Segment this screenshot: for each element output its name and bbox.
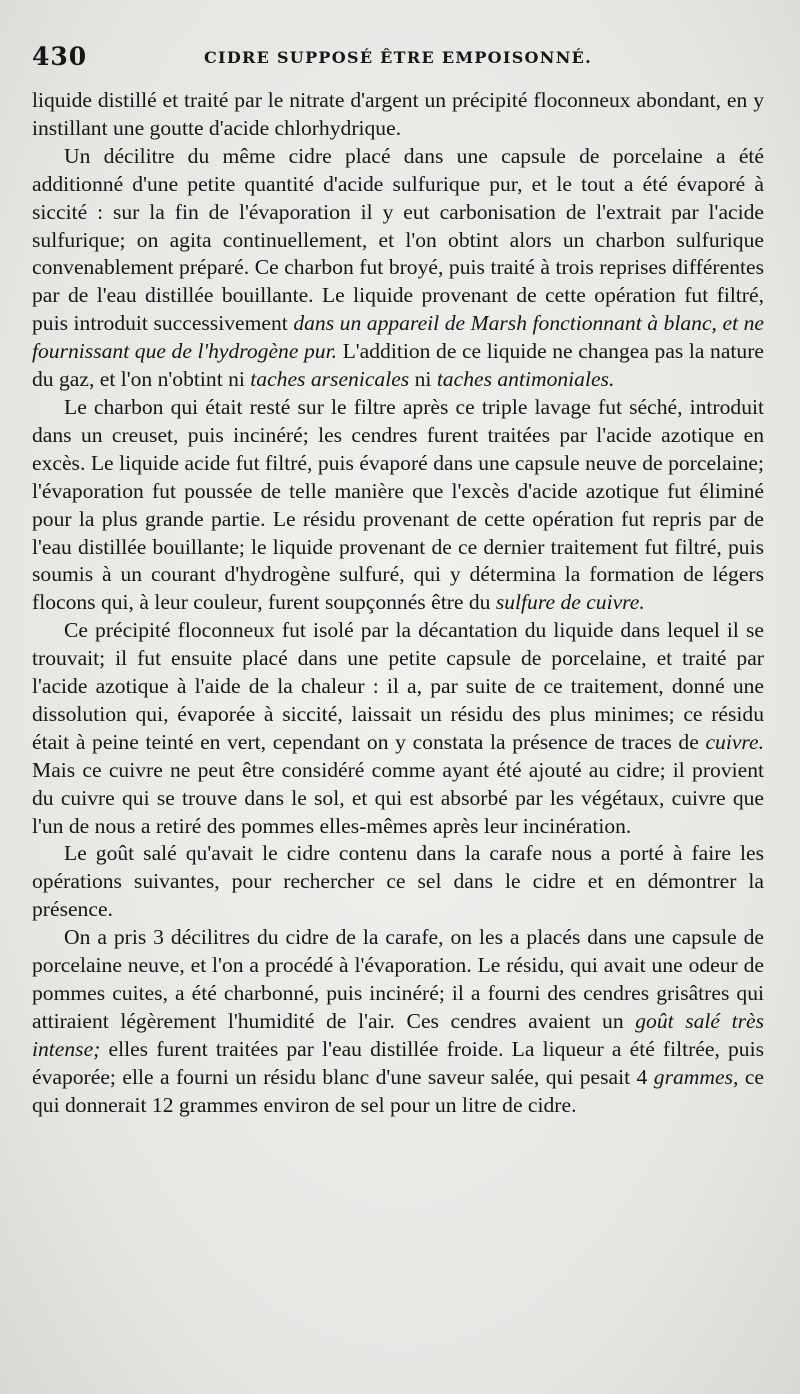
text-segment: L'addition de ce liquide ne changea pas la nature du gaz, et l'on n'obtint ni bbox=[32, 339, 764, 392]
italic-segment: goût salé très intense; bbox=[32, 1008, 764, 1061]
text-segment: ni bbox=[409, 367, 437, 392]
paragraph-2 bbox=[32, 143, 764, 394]
body-text bbox=[32, 87, 764, 1120]
italic-segment: cuivre. bbox=[705, 729, 764, 754]
paragraph-3 bbox=[32, 394, 764, 617]
italic-segment: dans un appareil de Marsh fonctionnant à blanc, et ne fournissant que de l'hydrogène pur. bbox=[32, 311, 764, 364]
text-segment: ce qui donnerait 12 grammes environ de sel pour un litre de cidre. bbox=[32, 1064, 764, 1117]
italic-segment: grammes, bbox=[653, 1064, 739, 1089]
paragraph-6 bbox=[32, 924, 764, 1119]
text-segment: Ce précipité floconneux fut isolé par la décantation du liquide dans lequel il se trouvait; il fut ensuite placé dans une petite capsule de porcelaine, et traité par l'acide azotique à l'aide de la chaleur : il a, par suite de ce traitement, donné une dissolution qui, évaporée à siccité, laissait un résidu des plus minimes; ce résidu était à peine teinté en vert, cependant on y constata la présence de traces de bbox=[32, 618, 764, 754]
text-segment: Un décilitre du même cidre placé dans une capsule de porcelaine a été additionné d'une petite quantité d'acide sulfurique pur, et le tout a été évaporé à siccité : sur la fin de l'évaporation il y eut carbonisation de l'extrait par l'acide sulfurique; on agita continuellement, et l'on obtint alors un charbon sulfurique convenablement préparé. Ce charbon fut broyé, puis traité à trois reprises différentes par de l'eau distillée bouillante. Le liquide provenant de cette opération fut filtré, puis introduit successivement bbox=[32, 143, 764, 336]
paragraph-1 bbox=[32, 87, 764, 143]
paragraph-5 bbox=[32, 840, 764, 924]
italic-segment: taches arsenicales bbox=[250, 367, 410, 392]
italic-segment: sulfure de cuivre. bbox=[495, 590, 645, 615]
page-number: 430 bbox=[32, 42, 88, 71]
paragraph-4 bbox=[32, 617, 764, 840]
text-segment: Mais ce cuivre ne peut être considéré comme ayant été ajouté au cidre; il provient du cuivre qui se trouve dans le sol, et qui est absorbé par les végétaux, cuivre que l'un de nous a retiré des pommes elles-mêmes après leur incinération. bbox=[32, 757, 764, 838]
text-segment: elles furent traitées par l'eau distillée froide. La liqueur a été filtrée, puis évaporée; elle a fourni un résidu blanc d'une saveur salée, qui pesait 4 bbox=[32, 1036, 764, 1089]
italic-segment: taches antimoniales. bbox=[436, 367, 615, 392]
page-header bbox=[32, 42, 772, 76]
text-segment: liquide distillé et traité par le nitrate d'argent un précipité floconneux abondant, en y instillant une goutte d'acide chlorhydrique. bbox=[32, 88, 764, 140]
text-segment: Le goût salé qu'avait le cidre contenu dans la carafe nous a porté à faire les opérations suivantes, pour rechercher ce sel dans le cidre et en démontrer la présence. bbox=[32, 841, 764, 922]
text-segment: On a pris 3 décilitres du cidre de la carafe, on les a placés dans une capsule de porcelaine neuve, et l'on a procédé à l'évaporation. Le résidu, qui avait une odeur de pommes cuites, a été charbonné, puis incinéré; il a fourni des cendres grisâtres qui attiraient légèrement l'humidité de l'air. Ces cendres avaient un bbox=[32, 925, 764, 1033]
text-segment: Le charbon qui était resté sur le filtre après ce triple lavage fut séché, introduit dans un creuset, puis incinéré; les cendres furent traitées par l'acide azotique en excès. Le liquide acide fut filtré, puis évaporé dans une capsule neuve de porcelaine; l'évaporation fut poussée de telle manière que l'excès d'acide azotique fut éliminé pour la plus grande partie. Le résidu provenant de cette opération fut repris par de l'eau distillée bouillante; le liquide provenant de ce dernier traitement fut filtré, puis soumis à un courant d'hydrogène sulfuré, qui y détermina la formation de légers flocons qui, à leur couleur, furent soupçonnés être du bbox=[32, 394, 764, 615]
running-title: CIDRE SUPPOSÉ ÊTRE EMPOISONNÉ. bbox=[204, 48, 593, 67]
